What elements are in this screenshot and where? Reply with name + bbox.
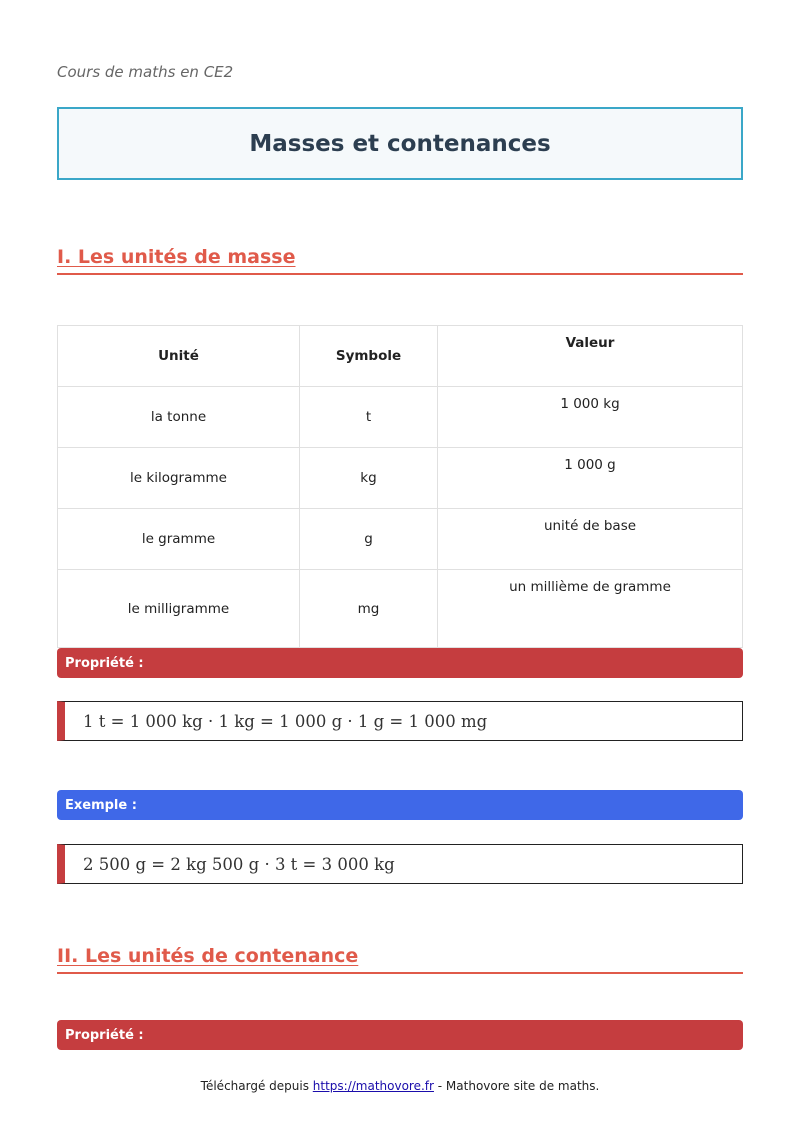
footer-link[interactable]: https://mathovore.fr	[312, 1079, 434, 1093]
section-title-contenance: II. Les unités de contenance	[57, 945, 743, 974]
footer-prefix: Téléchargé depuis	[200, 1079, 313, 1093]
cell-value: un millième de gramme	[438, 570, 743, 648]
example-formula: 2 500 g = 2 kg 500 g · 3 t = 3 000 kg	[83, 854, 395, 874]
course-subtitle: Cours de maths en CE2	[57, 63, 234, 81]
property-label-2: Propriété :	[65, 1027, 144, 1043]
table-row	[58, 509, 743, 570]
page-title: Masses et contenances	[249, 130, 551, 157]
page-footer	[0, 1079, 800, 1093]
title-box	[57, 107, 743, 180]
property-label: Propriété :	[65, 655, 144, 671]
header-valeur: Valeur	[438, 326, 743, 387]
cell-symbol: t	[300, 387, 438, 448]
cell-symbol: g	[300, 509, 438, 570]
property-formula-box	[57, 701, 743, 741]
example-label: Exemple :	[65, 797, 137, 813]
mass-units-table	[57, 325, 743, 648]
cell-unit: la tonne	[58, 387, 300, 448]
header-unite: Unité	[58, 326, 300, 387]
cell-unit: le milligramme	[58, 570, 300, 648]
cell-symbol: kg	[300, 448, 438, 509]
footer-suffix: - Mathovore site de maths.	[433, 1079, 600, 1093]
cell-value: unité de base	[438, 509, 743, 570]
example-formula-box	[57, 844, 743, 884]
property-banner-2	[57, 1020, 743, 1050]
example-banner	[57, 790, 743, 820]
cell-value: 1 000 g	[438, 448, 743, 509]
table-row	[58, 448, 743, 509]
table-row	[58, 387, 743, 448]
cell-symbol: mg	[300, 570, 438, 648]
cell-unit: le kilogramme	[58, 448, 300, 509]
table-header-row	[58, 326, 743, 387]
cell-value: 1 000 kg	[438, 387, 743, 448]
table-row	[58, 570, 743, 648]
property-formula: 1 t = 1 000 kg · 1 kg = 1 000 g · 1 g = 1 000 mg	[83, 711, 488, 731]
property-banner	[57, 648, 743, 678]
section-title-masse: I. Les unités de masse	[57, 246, 743, 275]
header-symbole: Symbole	[300, 326, 438, 387]
cell-unit: le gramme	[58, 509, 300, 570]
